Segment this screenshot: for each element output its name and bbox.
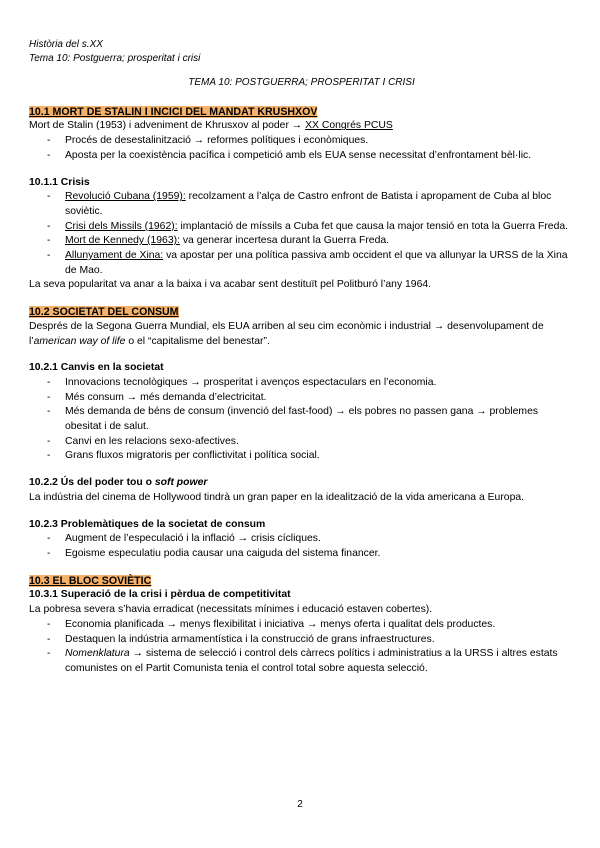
list-item: - Grans fluxos migratoris per conflictivitat i política social. xyxy=(29,449,574,464)
crisis-list xyxy=(29,190,574,278)
list-item: - Canvi en les relacions sexo-afectives. xyxy=(29,435,574,450)
page-title: TEMA 10: POSTGUERRA; PROSPERITAT I CRISI xyxy=(188,77,415,88)
section-10-2-2-text: La indústria del cinema de Hollywood tindrà un gran paper en la idealització de la vida americana a Europa. xyxy=(29,491,525,503)
document-page xyxy=(29,38,574,677)
header-topic: Tema 10: Postguerra; prosperitat i crisi xyxy=(29,53,201,64)
list-item: - Nomenklatura → sistema de selecció i control dels càrrecs polítics i administratius a la URSS i altres estats comunistes on el Partit Comunista tenia el control total sobre aquesta selecció. xyxy=(29,647,574,676)
list-item: - Destaquen la indústria armamentística i la construcció de grans infraestructures. xyxy=(29,633,574,648)
section-10-3-heading: 10.3 EL BLOC SOVIÈTIC xyxy=(29,574,152,587)
list-item: - Revolució Cubana (1959): recolzament a l’alça de Castro enfront de Batista i apropament de Cuba al bloc soviètic. xyxy=(29,190,574,219)
section-10-2-3-heading: 10.2.3 Problemàtiques de la societat de consum xyxy=(29,518,266,530)
section-10-1-1-closing: La seva popularitat va anar a la baixa i va acabar sent destituït pel Politburó l’any 1964. xyxy=(29,279,432,291)
list-item: - Crisi dels Missils (1962): implantació de míssils a Cuba fet que causa la major tensió en tota la Guerra Freda. xyxy=(29,220,574,235)
list-item: - Més consum → més demanda d’electricitat. xyxy=(29,391,574,406)
congres-pcus-link: XX Congrés PCUS xyxy=(305,120,393,132)
section-10-2-2-heading: 10.2.2 Ús del poder tou o soft power xyxy=(29,477,208,489)
list-item: - Economia planificada → menys flexibilitat i iniciativa → menys oferta i qualitat dels productes. xyxy=(29,618,574,633)
section-10-2-intro: Després de la Segona Guerra Mundial, els EUA arriben al seu cim econòmic i industrial → desenvolupament de l’american way of life o el “capitalisme del benestar”. xyxy=(29,320,544,347)
section-10-2-1-heading: 10.2.1 Canvis en la societat xyxy=(29,362,164,374)
section-10-1-1-heading: 10.1.1 Crisis xyxy=(29,176,90,188)
society-changes-list xyxy=(29,376,574,464)
list-item: - Més demanda de béns de consum (invenció del fast-food) → els pobres no passen gana → problemes obesitat i de salut. xyxy=(29,405,574,434)
page-number: 2 xyxy=(297,799,303,810)
list-item: - Augment de l’especulació i la inflació → crisis cícliques. xyxy=(29,532,574,547)
list-item: - Aposta per la coexistència pacífica i competició amb els EUA sense necessitat d’enfrontament bèl·lic. xyxy=(29,149,574,164)
list-item: - Innovacions tecnològiques → prosperitat i avenços espectaculars en l’economia. xyxy=(29,376,574,391)
section-10-1-intro: Mort de Stalin (1953) i adveniment de Khrusxov al poder → XX Congrés PCUS xyxy=(29,120,393,132)
list-item: - Mort de Kennedy (1963): va generar incertesa durant la Guerra Freda. xyxy=(29,234,574,249)
section-10-3-1-intro: La pobresa severa s’havia erradicat (necessitats mínimes i educació estaven cobertes). xyxy=(29,604,433,616)
list-item: - Allunyament de Xina: va apostar per una política passiva amb occident el que va allunyar la URSS de la Xina de Mao. xyxy=(29,249,574,278)
list-item: - Procés de desestalinització → reformes polítiques i econòmiques. xyxy=(29,134,574,149)
section-10-1-heading: 10.1 MORT DE STALIN I INCICI DEL MANDAT KRUSHXOV xyxy=(29,105,318,118)
header-course: Història del s.XX xyxy=(29,39,103,50)
section-10-1-list xyxy=(29,134,574,163)
list-item: - Egoisme especulatiu podia causar una caiguda del sistema financer. xyxy=(29,547,574,562)
soviet-list xyxy=(29,618,574,677)
section-10-2-heading: 10.2 SOCIETAT DEL CONSUM xyxy=(29,306,179,319)
consumer-problems-list xyxy=(29,532,574,561)
section-10-3-1-heading: 10.3.1 Superació de la crisi i pèrdua de competitivitat xyxy=(29,589,291,601)
